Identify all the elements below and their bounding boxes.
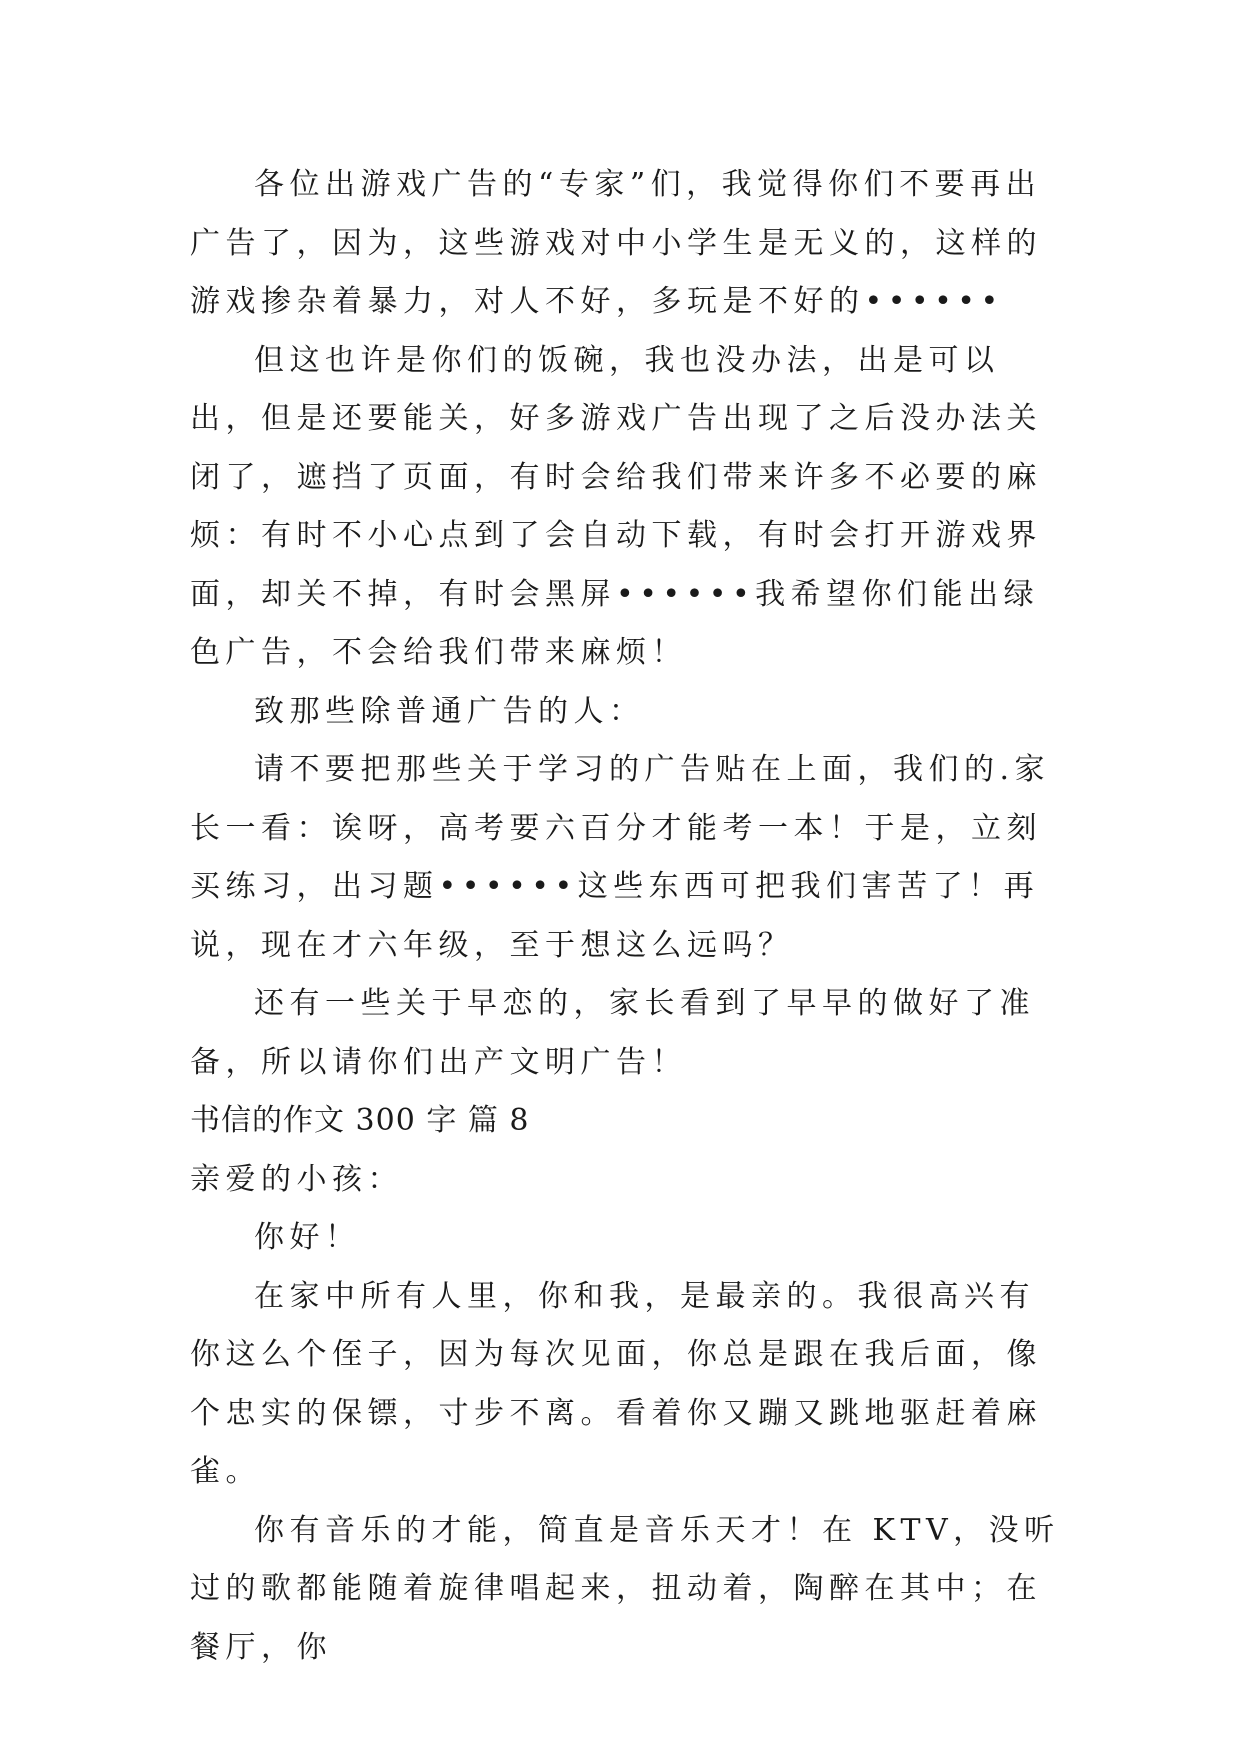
paragraph: 在家中所有人里，你和我，是最亲的。我很高兴有你这么个侄子，因为每次见面，你总是跟在我后面，像个忠实的保镖，寸步不离。看着你又蹦又跳地驱赶着麻雀。 — [190, 1278, 1042, 1489]
document-body — [190, 156, 1070, 1677]
paragraph: 致那些除普通广告的人： — [254, 693, 645, 729]
section-heading: 书信的作文 300 字 篇 8 — [190, 1103, 530, 1138]
paragraph: 你有音乐的才能，简直是音乐天才！在 KTV，没听过的歌都能随着旋律唱起来，扭动着，陶醉在其中；在餐厅，你 — [190, 1512, 1060, 1665]
paragraph: 各位出游戏广告的“专家”们，我觉得你们不要再出广告了，因为，这些游戏对中小学生是无义的，这样的游戏掺杂着暴力，对人不好，多玩是不好的•••••• — [190, 167, 1042, 319]
paragraph: 但这也许是你们的饭碗，我也没办法，出是可以出，但是还要能关，好多游戏广告出现了之后没办法关闭了，遮挡了页面，有时会给我们带来许多不必要的麻烦：有时不小心点到了会自动下载，有时会打开游戏界面，却关不掉，有时会黑屏••••••我希望你们能出绿色广告，不会给我们带来麻烦！ — [190, 342, 1042, 670]
letter-salutation: 亲爱的小孩： — [190, 1161, 403, 1197]
paragraph: 还有一些关于早恋的，家长看到了早早的做好了准备，所以请你们出产文明广告！ — [190, 986, 1035, 1080]
paragraph: 请不要把那些关于学习的广告贴在上面，我们的.家长一看：诶呀，高考要六百分才能考一本！于是，立刻买练习，出习题••••••这些东西可把我们害苦了！再说，现在才六年级，至于想这么远吗？ — [190, 752, 1051, 963]
letter-greeting: 你好！ — [254, 1220, 361, 1255]
